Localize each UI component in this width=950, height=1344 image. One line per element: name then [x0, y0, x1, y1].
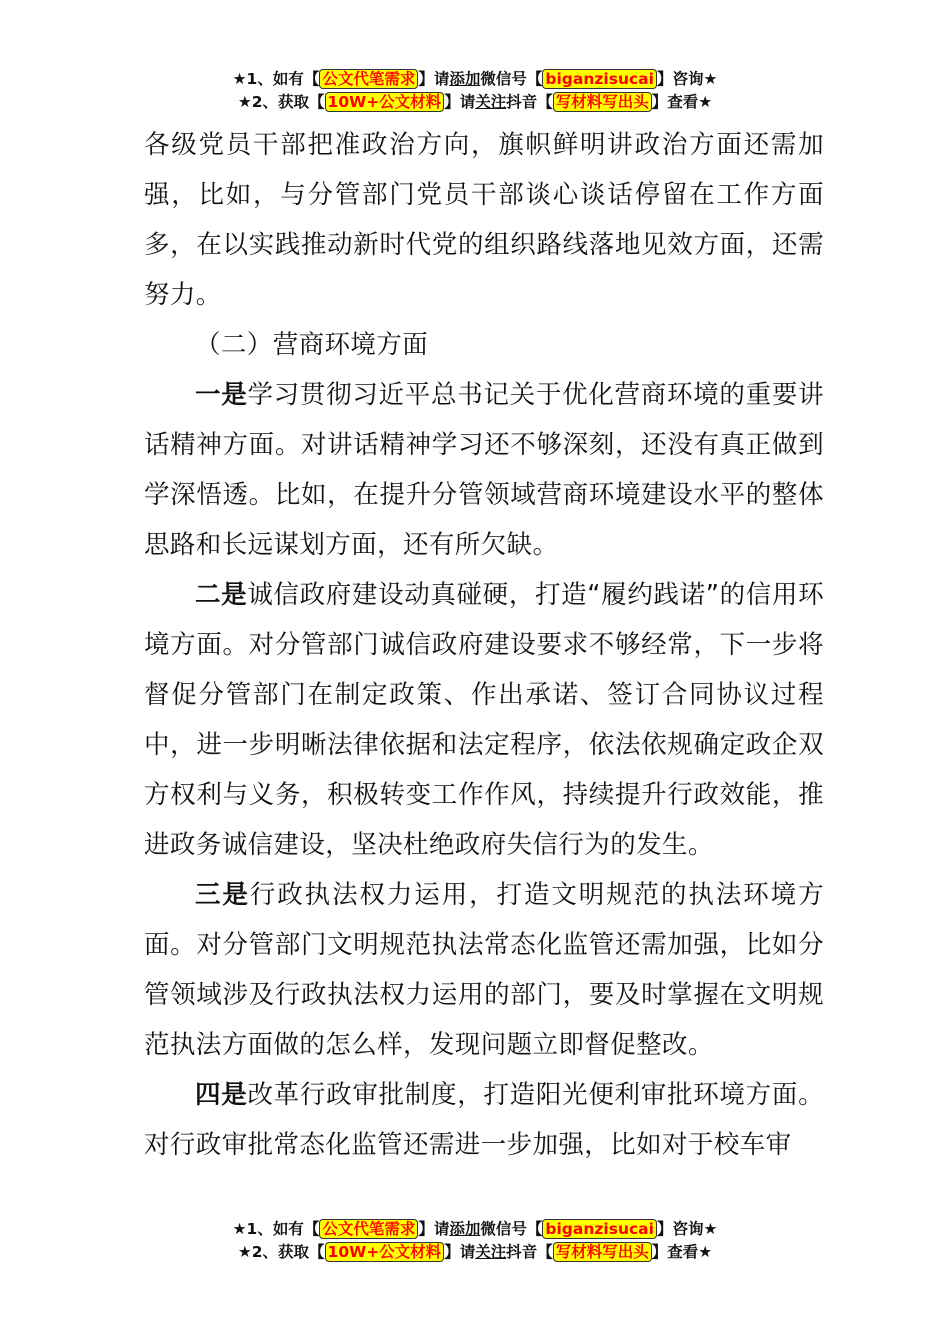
paragraph — [144, 120, 824, 320]
paragraph-text: 各级党员干部把准政治方向，旗帜鲜明讲政治方面还需加强，比如，与分管部门党员干部谈心谈话停留在工作方面多，在以实践推动新时代党的组织路线落地见效方面，还需努力。 — [144, 130, 824, 310]
star-icon: ★ — [237, 1243, 252, 1261]
banner-line-2 — [0, 1241, 950, 1264]
star-icon: ★ — [232, 70, 247, 88]
highlight-tag: 写材料写出头 — [553, 1242, 652, 1262]
star-icon: ★ — [237, 93, 252, 111]
highlight-tag: 10W+公文材料 — [325, 92, 445, 112]
banner-text: 1、如有【 — [246, 1220, 320, 1238]
highlight-tag: biganzisucai — [542, 1219, 657, 1239]
paragraph-lead: 三是 — [195, 880, 250, 910]
banner-text: 抖音【 — [506, 1243, 553, 1261]
banner-text: 微信号【 — [480, 70, 543, 88]
footer-banner — [0, 1218, 950, 1264]
star-icon: ★ — [698, 93, 713, 111]
underlined-text: 关注 — [475, 1243, 507, 1261]
paragraph-text: 行政执法权力运用，打造文明规范的执法环境方面。对分管部门文明规范执法常态化监管还需加强，比如分管领域涉及行政执法权力运用的部门，要及时掌握在文明规范执法方面做的怎么样，发现问题立即督促整改。 — [144, 880, 824, 1060]
banner-text: 】查看 — [651, 1243, 699, 1261]
banner-text: 】请 — [444, 93, 476, 111]
section-heading-text: （二）营商环境方面 — [195, 330, 429, 360]
star-icon: ★ — [698, 1243, 713, 1261]
banner-line-2 — [0, 91, 950, 114]
highlight-tag: 公文代笔需求 — [319, 69, 418, 89]
banner-text: 】请 — [444, 1243, 476, 1261]
star-icon: ★ — [232, 1220, 247, 1238]
header-banner — [0, 68, 950, 114]
banner-text: 】咨询 — [656, 70, 704, 88]
paragraph — [144, 870, 824, 1070]
banner-text: 抖音【 — [506, 93, 553, 111]
document-body — [144, 120, 824, 1170]
paragraph-lead: 二是 — [195, 580, 248, 610]
paragraph — [144, 1070, 824, 1170]
banner-line-1 — [0, 1218, 950, 1241]
banner-line-1 — [0, 68, 950, 91]
banner-text: 2、获取【 — [251, 1243, 325, 1261]
banner-text: 2、获取【 — [251, 93, 325, 111]
highlight-tag: 公文代笔需求 — [319, 1219, 418, 1239]
paragraph — [144, 370, 824, 570]
paragraph — [144, 570, 824, 870]
paragraph-text: 学习贯彻习近平总书记关于优化营商环境的重要讲话精神方面。对讲话精神学习还不够深刻，还没有真正做到学深悟透。比如，在提升分管领域营商环境建设水平的整体思路和长远谋划方面，还有所欠缺。 — [144, 380, 824, 560]
section-heading — [144, 320, 824, 370]
paragraph-text: 改革行政审批制度，打造阳光便利审批环境方面。对行政审批常态化监管还需进一步加强，比如对于校车审 — [144, 1080, 824, 1160]
paragraph-lead: 四是 — [195, 1080, 248, 1110]
paragraph-lead: 一是 — [195, 380, 248, 410]
highlight-tag: 10W+公文材料 — [325, 1242, 445, 1262]
banner-text: 】请 — [418, 1220, 450, 1238]
banner-text: 微信号【 — [480, 1220, 543, 1238]
star-icon: ★ — [703, 1220, 718, 1238]
banner-text: 】请 — [418, 70, 450, 88]
highlight-tag: biganzisucai — [542, 69, 657, 89]
star-icon: ★ — [703, 70, 718, 88]
underlined-text: 添加 — [449, 1220, 481, 1238]
highlight-tag: 写材料写出头 — [553, 92, 652, 112]
banner-text: 】查看 — [651, 93, 699, 111]
banner-text: 1、如有【 — [246, 70, 320, 88]
banner-text: 】咨询 — [656, 1220, 704, 1238]
underlined-text: 添加 — [449, 70, 481, 88]
paragraph-text: 诚信政府建设动真碰硬，打造“履约践诺”的信用环境方面。对分管部门诚信政府建设要求不够经常，下一步将督促分管部门在制定政策、作出承诺、签订合同协议过程中，进一步明晰法律依据和法定程序，依法依规确定政企双方权利与义务，积极转变工作作风，持续提升行政效能，推进政务诚信建设，坚决杜绝政府失信行为的发生。 — [144, 580, 824, 860]
underlined-text: 关注 — [475, 93, 507, 111]
